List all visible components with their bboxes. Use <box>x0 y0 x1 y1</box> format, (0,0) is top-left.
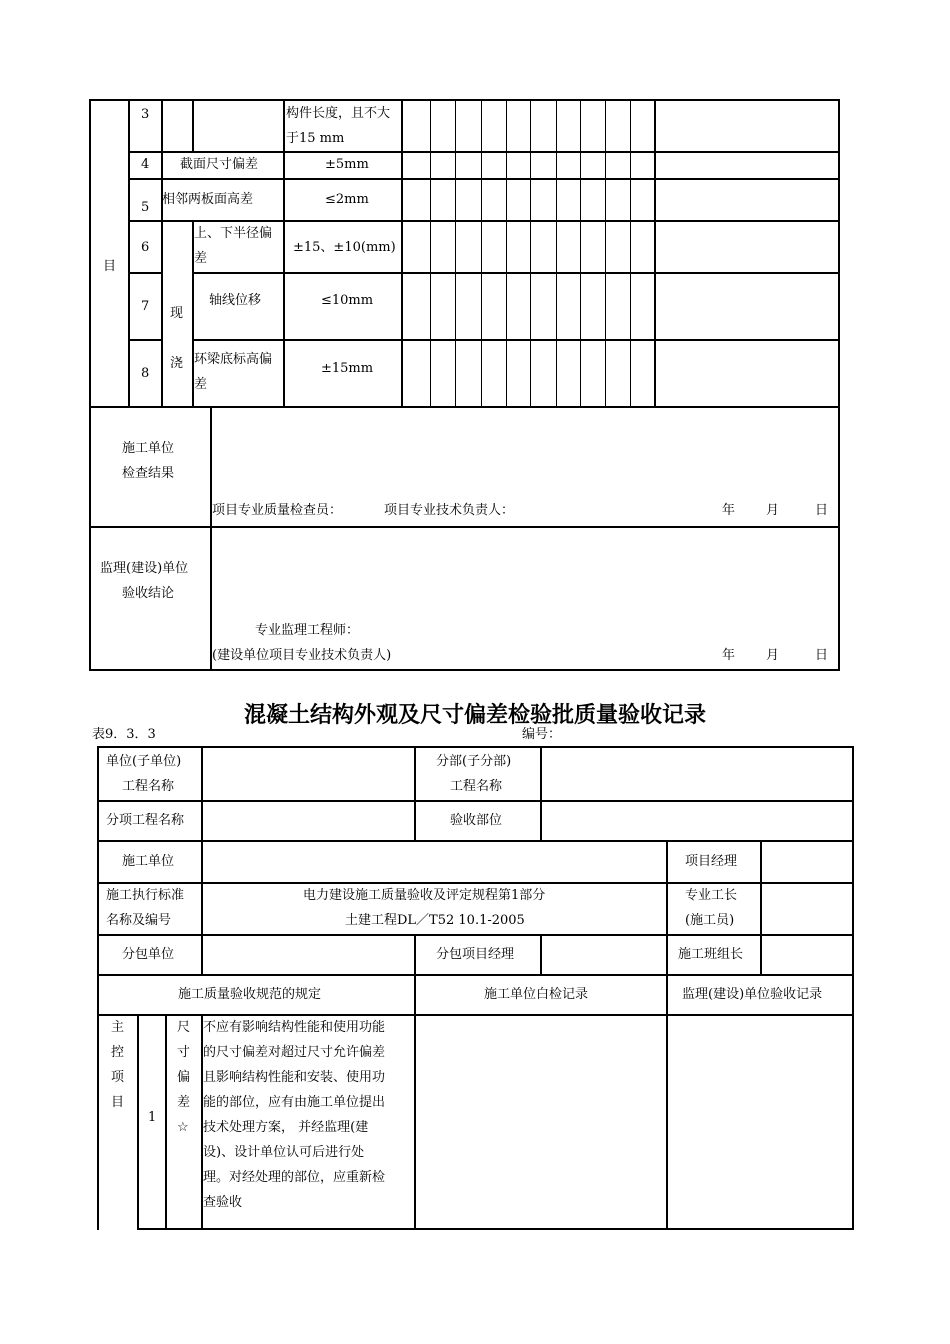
section-label: 目 <box>103 259 117 274</box>
unit-label: 工程名称 <box>122 779 175 794</box>
supervision-header: 监理(建设)单位验收记录 <box>682 987 823 1002</box>
item-label: ☆ <box>177 1120 189 1135</box>
row-std: ±5mm <box>325 157 369 172</box>
foreman-label: 专业工长 <box>685 888 738 903</box>
group-label: 浇 <box>170 356 184 371</box>
pm-label: 项目经理 <box>685 854 738 869</box>
row-std: ≤10mm <box>321 293 374 308</box>
item-label: 差 <box>177 1095 191 1110</box>
owner-label: (建设单位项目专业技术负责人) <box>212 648 392 663</box>
main-control-label: 控 <box>111 1045 125 1060</box>
supervision-label: 验收结论 <box>122 586 175 601</box>
spec-header: 施工质量验收规范的规定 <box>178 987 322 1002</box>
engineer-label: 专业监理工程师： <box>255 623 360 638</box>
item-number: 1 <box>148 1110 157 1125</box>
row-std: ≤2mm <box>325 192 369 207</box>
item-label: 偏 <box>177 1070 191 1085</box>
subdivision-label: 分部(子分部) <box>436 754 512 769</box>
construction-label: 检查结果 <box>122 466 175 481</box>
serial-label: 编号： <box>522 727 562 742</box>
main-control-label: 目 <box>111 1095 125 1110</box>
main-control-label: 项 <box>111 1070 125 1085</box>
subdivision-label: 工程名称 <box>450 779 503 794</box>
requirement-line: 设)、设计单位认可后进行处 <box>203 1145 365 1160</box>
item-label: 寸 <box>177 1045 191 1060</box>
sub-pm-label: 分包项目经理 <box>436 947 515 962</box>
requirement-line: 理。对经处理的部位，应重新检 <box>203 1170 386 1185</box>
tech-lead-label: 项目专业技术负责人： <box>384 503 515 518</box>
foreman-label: (施工员) <box>685 913 735 928</box>
standard-value: 电力建设施工质量验收及评定规程第1部分 <box>303 888 546 903</box>
date-year: 年 <box>722 503 736 518</box>
requirement-line: 不应有影响结构性能和使用功能 <box>203 1020 386 1035</box>
row-no: 6 <box>141 240 150 255</box>
row-item: 环梁底标高偏 <box>194 352 273 367</box>
row-no: 3 <box>141 107 150 122</box>
item-name-label: 分项工程名称 <box>106 813 185 828</box>
requirement-line: 且影响结构性能和安装、使用功 <box>203 1070 386 1085</box>
date-month: 月 <box>766 503 780 518</box>
date-year: 年 <box>722 648 736 663</box>
date-month: 月 <box>766 648 780 663</box>
main-control-label: 主 <box>111 1020 125 1035</box>
row-std: ±15、±10(mm) <box>293 240 396 255</box>
row-std: 构件长度，且不大 <box>286 106 391 121</box>
subcontractor-label: 分包单位 <box>122 947 175 962</box>
group-label: 现 <box>170 306 184 321</box>
construction-label: 施工单位 <box>122 441 175 456</box>
standard-value: 土建工程DL／T52 10.1-2005 <box>345 913 525 928</box>
row-no: 7 <box>141 299 150 314</box>
item-label: 尺 <box>177 1020 191 1035</box>
row-item: 上、下半径偏 <box>194 226 273 241</box>
row-item: 相邻两板面高差 <box>162 192 254 207</box>
requirement-line: 查验收 <box>203 1195 243 1210</box>
form-title: 混凝土结构外观及尺寸偏差检验批质量验收记录 <box>243 703 706 728</box>
constructor-label: 施工单位 <box>122 854 175 869</box>
inspector-label: 项目专业质量检查员： <box>212 503 343 518</box>
row-no: 8 <box>141 366 150 381</box>
row-item: 截面尺寸偏差 <box>180 157 259 172</box>
row-no: 4 <box>141 157 150 172</box>
standard-label: 名称及编号 <box>106 913 172 928</box>
row-std: 于15 mm <box>286 131 345 146</box>
requirement-line: 的尺寸偏差对超过尺寸允许偏差 <box>203 1045 386 1060</box>
row-item: 差 <box>194 251 208 266</box>
requirement-line: 技术处理方案， 并经监理(建 <box>203 1120 369 1135</box>
supervision-label: 监理(建设)单位 <box>100 561 189 576</box>
row-item: 差 <box>194 377 208 392</box>
row-std: ±15mm <box>321 361 374 376</box>
row-no: 5 <box>141 200 150 215</box>
standard-label: 施工执行标准 <box>106 888 185 903</box>
requirement-line: 能的部位，应有由施工单位提出 <box>203 1095 386 1110</box>
date-day: 日 <box>815 648 829 663</box>
unit-label: 单位(子单位) <box>106 754 182 769</box>
date-day: 日 <box>815 503 829 518</box>
table-number: 表9．3．3 <box>92 727 156 742</box>
self-check-header: 施工单位白检记录 <box>484 987 589 1002</box>
team-leader-label: 施工班组长 <box>678 947 744 962</box>
row-item: 轴线位移 <box>209 293 262 308</box>
acceptance-part-label: 验收部位 <box>450 813 503 828</box>
